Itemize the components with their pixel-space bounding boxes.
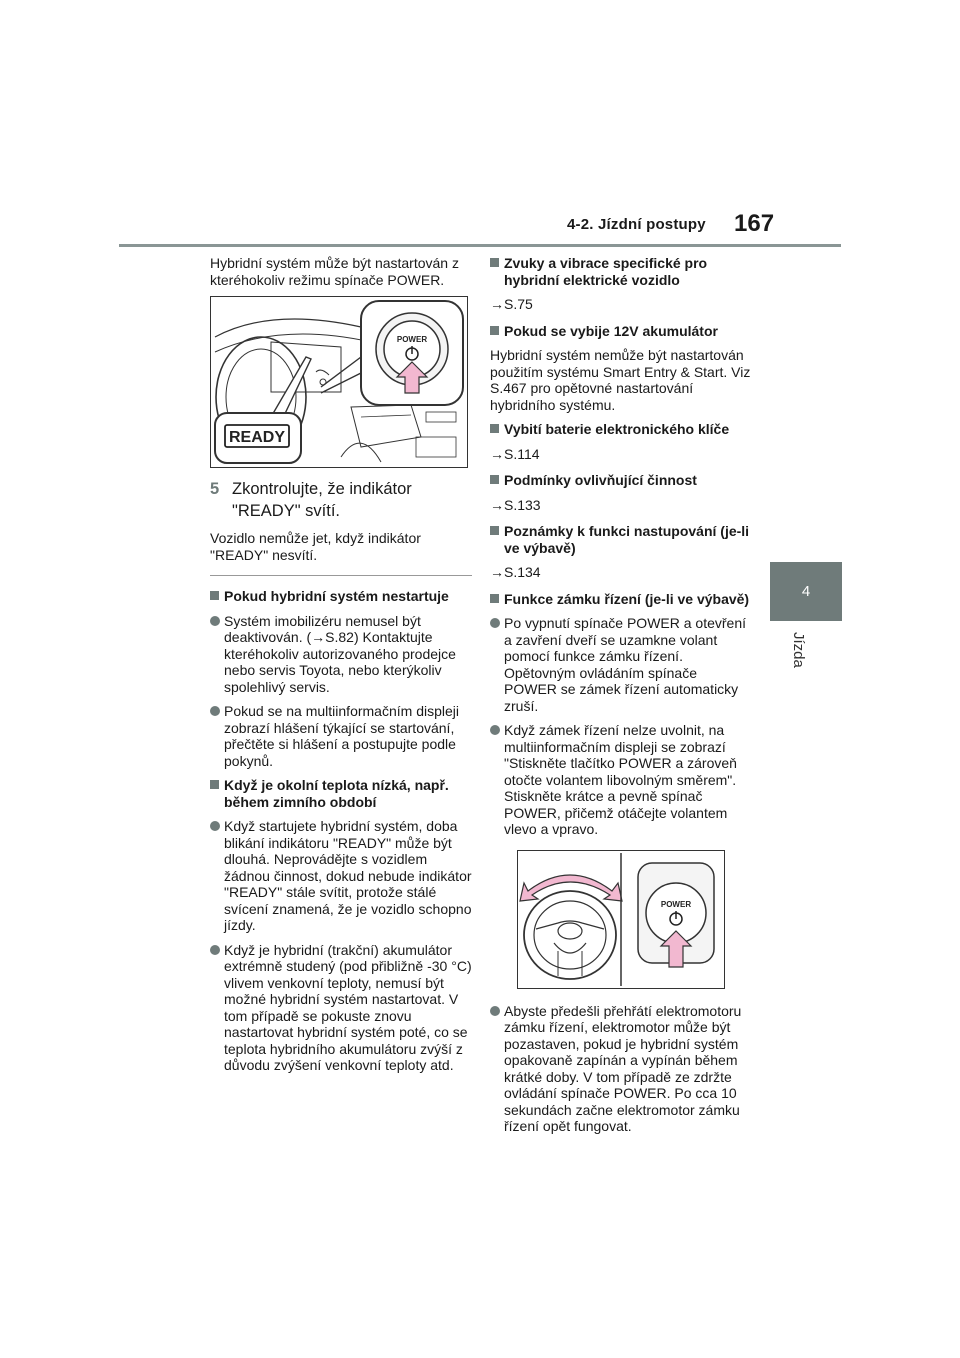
square-bullet-icon — [210, 780, 219, 789]
round-bullet-icon — [210, 616, 220, 626]
section-heading: Pokud se vybije 12V akumulátor — [490, 323, 752, 340]
section-heading: Když je okolní teplota nízká, např. během zimního období — [210, 777, 472, 810]
square-bullet-icon — [490, 526, 499, 535]
figure-power-ready — [210, 296, 468, 468]
page-reference[interactable]: →S.134 — [490, 564, 541, 580]
bullet-item: Když je hybridní (trakční) akumulátor extrémně studený (pod přibližně -30 °C) vlivem venkovní teploty, nemusí být možné hybridní systém nastartovat. V tom případě se pokuste znovu nastartovat hybridní systém poté, co se teplota hybridního akumulátoru zvýší z důvodu zvýšení venkovní teploty atd. — [210, 942, 472, 1074]
header-title: 4-2. Jízdní postupy — [567, 216, 706, 233]
bullet-item: Když zámek řízení nelze uvolnit, na multiinformačním displeji se zobrazí "Stiskněte tlačítko POWER a zároveň otočte volantem libovolným směrem". Stiskněte krátce a pevně spínač POWER, přičemž otáčejte volantem vlevo a vpravo. — [490, 722, 752, 838]
bullet-item: Abyste předešli přehřátí elektromotoru zámku řízení, elektromotor může být pozastaven, pokud je hybridní systém opakovaně zapínán a vypínán během krátké doby. V tom případě ze zdržte ovládání spínače POWER. Po cca 10 sekundách začne elektromotor zámku řízení opět fungovat. — [490, 1003, 752, 1135]
round-bullet-icon — [210, 821, 220, 831]
intro-text: Hybridní systém může být nastartován z kteréhokoliv režimu spínače POWER. — [210, 255, 459, 288]
section-heading: Zvuky a vibrace specifické pro hybridní elektrické vozidlo — [490, 255, 752, 288]
round-bullet-icon — [210, 945, 220, 955]
page-reference[interactable]: →S.114 — [490, 445, 540, 462]
section-text: Hybridní systém nemůže být nastartován použitím systému Smart Entry & Start. Viz S.467 pro opětovné nastartování hybridního systému. — [490, 347, 751, 413]
page-number: 167 — [734, 210, 775, 237]
square-bullet-icon — [490, 475, 499, 484]
right-column — [490, 255, 752, 1143]
page-reference[interactable]: →S.75 — [490, 296, 533, 312]
section-heading: Podmínky ovlivňující činnost — [490, 472, 752, 489]
round-bullet-icon — [490, 618, 500, 628]
section-heading: Funkce zámku řízení (je-li ve výbavě) — [490, 591, 752, 608]
step-text: Zkontrolujte, že indikátor "READY" svítí. — [232, 480, 412, 520]
section-heading: Vybití baterie elektronického klíče — [490, 421, 752, 438]
header-rule — [119, 244, 841, 247]
bullet-item: Když startujete hybridní systém, doba blikání indikátoru "READY" může být dlouhá. Neprovádějte s vozidlem žádnou činnost, dokud nebude indikátor "READY" stále svítit, protože stálé svícení znamená, že je vozidlo schopno jízdy. — [210, 818, 472, 934]
section-heading: Pokud hybridní systém nestartuje — [210, 588, 472, 605]
step-5 — [210, 478, 472, 522]
chapter-tab: 4 — [770, 562, 842, 621]
section-divider — [210, 575, 472, 576]
section-heading: Poznámky k funkci nastupování (je-li ve výbavě) — [490, 523, 752, 556]
round-bullet-icon — [210, 706, 220, 716]
square-bullet-icon — [490, 424, 499, 433]
figure1-ready-label: READY — [228, 429, 286, 446]
bullet-item: Po vypnutí spínače POWER a otevření a zavření dveří se uzamkne volant pomocí funkce zámku řízení. Opětovným ovládáním spínače POWER se zámek řízení automaticky zruší. — [490, 615, 752, 714]
figure1-power-label: POWER — [396, 335, 428, 344]
left-column — [210, 255, 472, 1082]
square-bullet-icon — [490, 258, 499, 267]
bullet-item: Pokud se na multiinformačním displeji zobrazí hlášení týkající se startování, přečtěte si hlášení a postupujte podle pokynů. — [210, 703, 472, 769]
round-bullet-icon — [490, 1006, 500, 1016]
chapter-label: Jízda — [790, 632, 807, 668]
page-reference[interactable]: →S.133 — [490, 496, 541, 513]
square-bullet-icon — [210, 591, 219, 600]
figure2-power-label: POWER — [660, 899, 692, 909]
ready-note: Vozidlo nemůže jet, když indikátor "READY" nesvítí. — [210, 530, 421, 563]
bullet-item: Systém imobilizéru nemusel být deaktivován. (→S.82) Kontaktujte kteréhokoliv autorizovaného prodejce nebo servis Toyota, nebo kterýkoliv spolehlivý servis. — [210, 613, 472, 696]
square-bullet-icon — [490, 594, 499, 603]
square-bullet-icon — [490, 326, 499, 335]
round-bullet-icon — [490, 725, 500, 735]
figure-steering-lock — [517, 850, 725, 989]
step-number: 5 — [210, 480, 220, 498]
